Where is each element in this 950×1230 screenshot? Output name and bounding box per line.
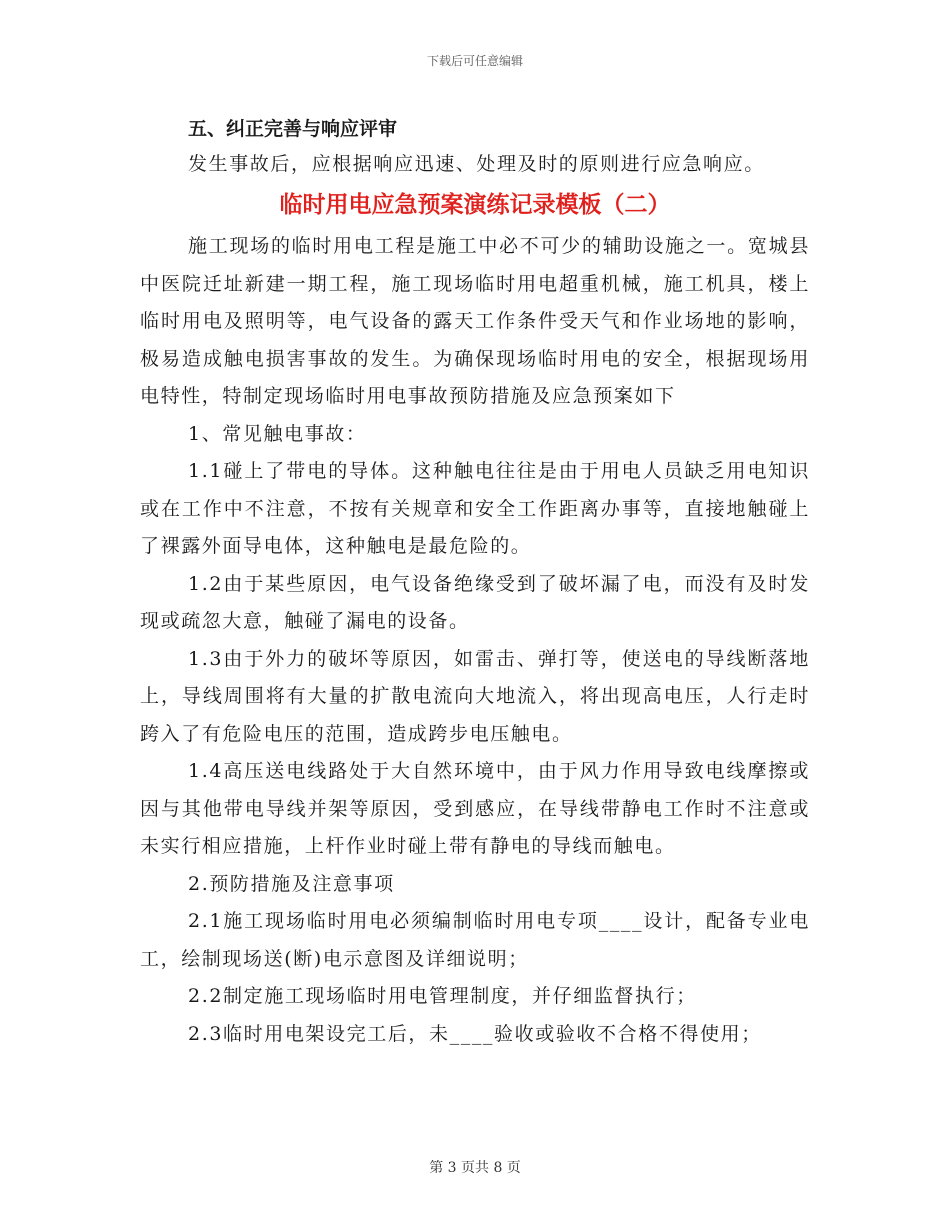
list-item-1-3: 1.3由于外力的破坏等原因，如雷击、弹打等，使送电的导线断落地上，导线周围将有大量的扩散电流向大地流入，将出现高电压，人行走时跨入了有危险电压的范围，造成跨步电压触电。 (140, 647, 810, 745)
document-body (140, 112, 810, 1053)
page-header: 下载后可任意编辑 (426, 54, 523, 68)
section-heading: 五、纠正完善与响应评审 (188, 118, 398, 140)
list-item-1-1: 1.1碰上了带电的导体。这种触电往往是由于用电人员缺乏用电知识或在工作中不注意，不按有关规章和安全工作距离办事等，直接地触碰上了裸露外面导电体，这种触电是最危险的。 (140, 460, 810, 557)
list-heading-1: 1、常见触电事故： (188, 422, 367, 445)
intro-paragraph: 施工现场的临时用电工程是施工中必不可少的辅助设施之一。宽城县中医院迁址新建一期工程，施工现场临时用电超重机械，施工机具，楼上临时用电及照明等，电气设备的露天工作条件受天气和作业场地的影响，极易造成触电损害事故的发生。为确保现场临时用电的安全，根据现场用电特性，特制定现场临时用电事故预防措施及应急预案如下 (140, 235, 810, 407)
section-paragraph: 发生事故后，应根据响应迅速、处理及时的原则进行应急响应。 (188, 153, 765, 175)
page-footer: 第 3 页共 8 页 (429, 1160, 521, 1176)
list-item-1-4: 1.4高压送电线路处于大自然环境中，由于风力作用导致电线摩擦或因与其他带电导线并架等原因，受到感应，在导线带静电工作时不注意或未实行相应措施，上杆作业时碰上带有静电的导线而触电。 (140, 760, 810, 857)
list-item-2-3: 2.3临时用电架设完工后，未____验收或验收不合格不得使用； (188, 1022, 762, 1045)
list-heading-2: 2.预防措施及注意事项 (188, 872, 395, 895)
list-item-1-2: 1.2由于某些原因，电气设备绝缘受到了破坏漏了电，而没有及时发现或疏忽大意，触碰了漏电的设备。 (140, 572, 810, 632)
list-item-2-2: 2.2制定施工现场临时用电管理制度，并仔细监督执行； (188, 985, 697, 1007)
list-item-2-1: 2.1施工现场临时用电必须编制临时用电专项____设计，配备专业电工，绘制现场送(断)电示意图及详细说明； (140, 910, 810, 970)
document-title: 临时用电应急预案演练记录模板（二） (279, 192, 671, 218)
